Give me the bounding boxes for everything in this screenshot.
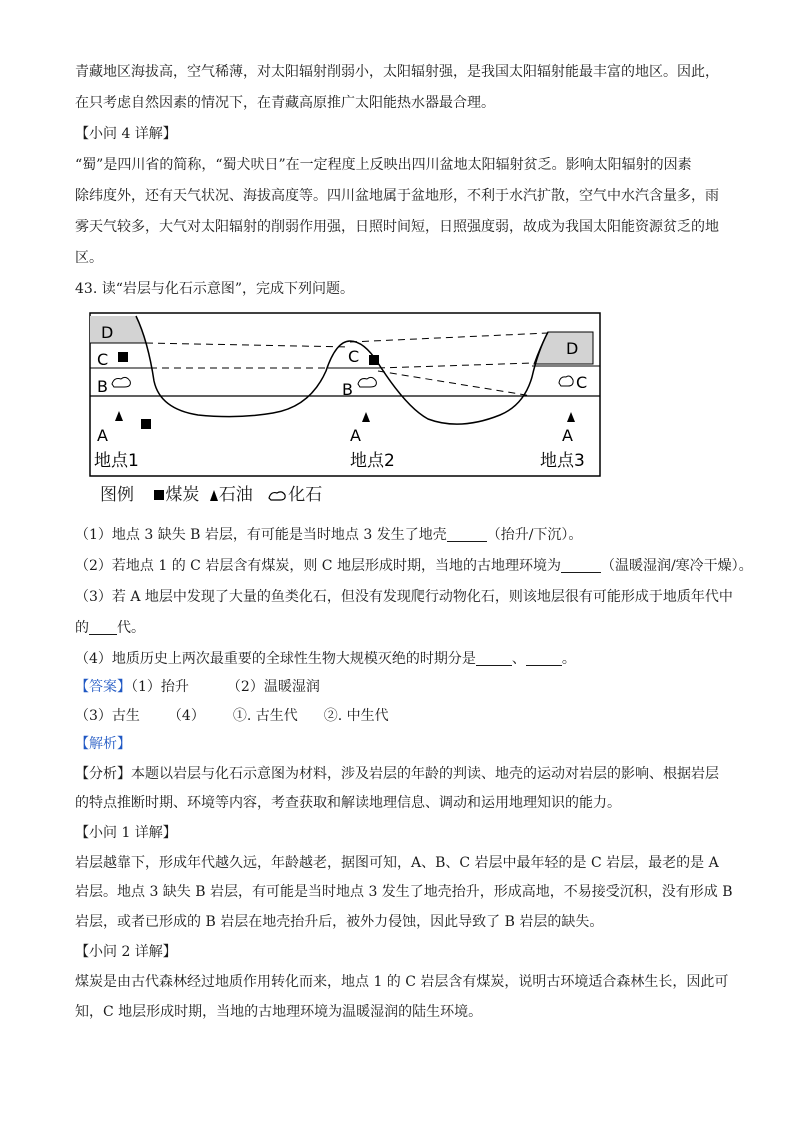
answer-blank	[526, 651, 562, 666]
fossil-symbol	[358, 377, 376, 387]
site-label-1: 地点1	[94, 451, 139, 471]
paragraph-line: 除纬度外，还有天气状况、海拔高度等。四川盆地属于盆地形，不利于水汽扩散，空气中水汽含量多，雨	[75, 188, 719, 204]
coal-symbol	[141, 419, 151, 429]
paragraph-line: 在只考虑自然因素的情况下，在青藏高原推广太阳能热水器最合理。	[75, 95, 495, 111]
fossil-icon	[266, 488, 288, 502]
layer-label-a: A	[350, 426, 361, 445]
paragraph-line: 煤炭是由古代森林经过地质作用转化而来，地点 1 的 C 岩层含有煤炭，说明古环境适合森林生长，因此可	[75, 974, 729, 990]
sub-question-1: （1）地点 3 缺失 B 岩层，有可能是当时地点 3 发生了地壳 （抬升/下沉）。	[75, 527, 583, 543]
answer-label: 【答案】	[75, 679, 131, 695]
answer-line-2: （3）古生 （4） ①. 古生代 ②. 中生代	[75, 708, 389, 724]
layer-label-c: C	[97, 350, 109, 369]
layer-label-b: B	[97, 377, 108, 396]
answer-blank	[89, 620, 117, 635]
coal-symbol	[118, 352, 128, 362]
coal-icon	[153, 489, 165, 501]
paragraph-line: 雾天气较多，大气对太阳辐射的削弱作用强，日照时间短，日照强度弱，故成为我国太阳能资源贫乏的地	[75, 219, 719, 235]
analysis-label: 【解析】	[75, 736, 131, 752]
legend-fossil-label: 化石	[288, 485, 323, 505]
layer-label-a: A	[562, 426, 573, 445]
question-title: 43. 读“岩层与化石示意图”，完成下列问题。	[75, 281, 355, 297]
oil-symbol	[362, 412, 370, 422]
legend-oil	[209, 484, 253, 506]
paragraph-line: 区。	[75, 250, 103, 266]
sub-question-4: （4）地质历史上两次最重要的全球性生物大规模灭绝的时期分是 、 。	[75, 651, 576, 667]
paragraph-line: 知，C 地层形成时期，当地的古地理环境为温暖湿润的陆生环境。	[75, 1004, 483, 1020]
paragraph-line: 青藏地区海拔高，空气稀薄，对太阳辐射削弱小，太阳辐射强，是我国太阳辐射能最丰富的地区。因此，	[75, 64, 719, 80]
paragraph-line: 岩层越靠下，形成年代越久远，年龄越老，据图可知，A、B、C 岩层中最年轻的是 C 岩层，最老的是 A	[75, 855, 719, 871]
answer-blank	[447, 527, 487, 542]
answer-line-1: 【答案】（1）抬升 （2）温暖湿润	[75, 679, 320, 695]
legend-oil-label: 石油	[218, 485, 253, 505]
legend-title: 图例	[100, 485, 134, 505]
paragraph-line: 岩层。地点 3 缺失 B 岩层，有可能是当时地点 3 发生了地壳抬升，形成高地，不易接受沉积，没有形成 B	[75, 884, 733, 900]
legend-fossil	[266, 484, 322, 506]
oil-symbol	[115, 411, 123, 421]
layer-label-a: A	[97, 426, 108, 445]
site-label-2: 地点2	[350, 451, 395, 471]
strata-figure	[88, 311, 608, 511]
layer-label-c: C	[348, 347, 360, 366]
section-heading: 【小问 4 详解】	[75, 126, 177, 142]
answer-blank	[476, 651, 512, 666]
paragraph-line: 【分析】本题以岩层与化石示意图为材料，涉及岩层的年龄的判读、地壳的运动对岩层的影响、根据岩层	[75, 766, 719, 782]
legend-coal-label: 煤炭	[165, 485, 200, 505]
fossil-symbol	[112, 377, 130, 387]
site-label-3: 地点3	[540, 451, 585, 471]
layer-label-c: C	[576, 373, 588, 392]
layer-d-site3	[534, 332, 593, 364]
layer-label-d: D	[101, 323, 114, 342]
figure-legend	[100, 484, 336, 506]
section-heading: 【小问 1 详解】	[75, 825, 177, 841]
sub-question-2: （2）若地点 1 的 C 岩层含有煤炭，则 C 地层形成时期，当地的古地理环境为 （温暖湿润/寒冷干燥）。	[75, 558, 753, 574]
layer-label-d: D	[566, 339, 579, 358]
sub-question-3-cont: 的 代。	[75, 620, 145, 636]
fossil-symbol	[559, 376, 573, 386]
layer-label-b: B	[342, 380, 353, 399]
paragraph-line: 的特点推断时期、环境等内容，考查获取和解读地理信息、调动和运用地理知识的能力。	[75, 795, 621, 811]
paragraph-line: 岩层，或者已形成的 B 岩层在地壳抬升后，被外力侵蚀，因此导致了 B 岩层的缺失。	[75, 914, 604, 930]
oil-symbol	[567, 412, 575, 422]
answer-blank	[561, 558, 601, 573]
section-heading: 【小问 2 详解】	[75, 944, 177, 960]
legend-coal	[153, 484, 199, 506]
paragraph-line: “蜀”是四川省的简称，“蜀犬吠日”在一定程度上反映出四川盆地太阳辐射贫乏。影响太阳辐射的因素	[75, 157, 692, 173]
sub-question-3: （3）若 A 地层中发现了大量的鱼类化石，但没有发现爬行动物化石，则该地层很有可能形成于地质年代中	[75, 589, 733, 605]
erosion-profile	[136, 316, 548, 424]
oil-icon	[209, 488, 219, 502]
coal-symbol	[369, 355, 379, 365]
